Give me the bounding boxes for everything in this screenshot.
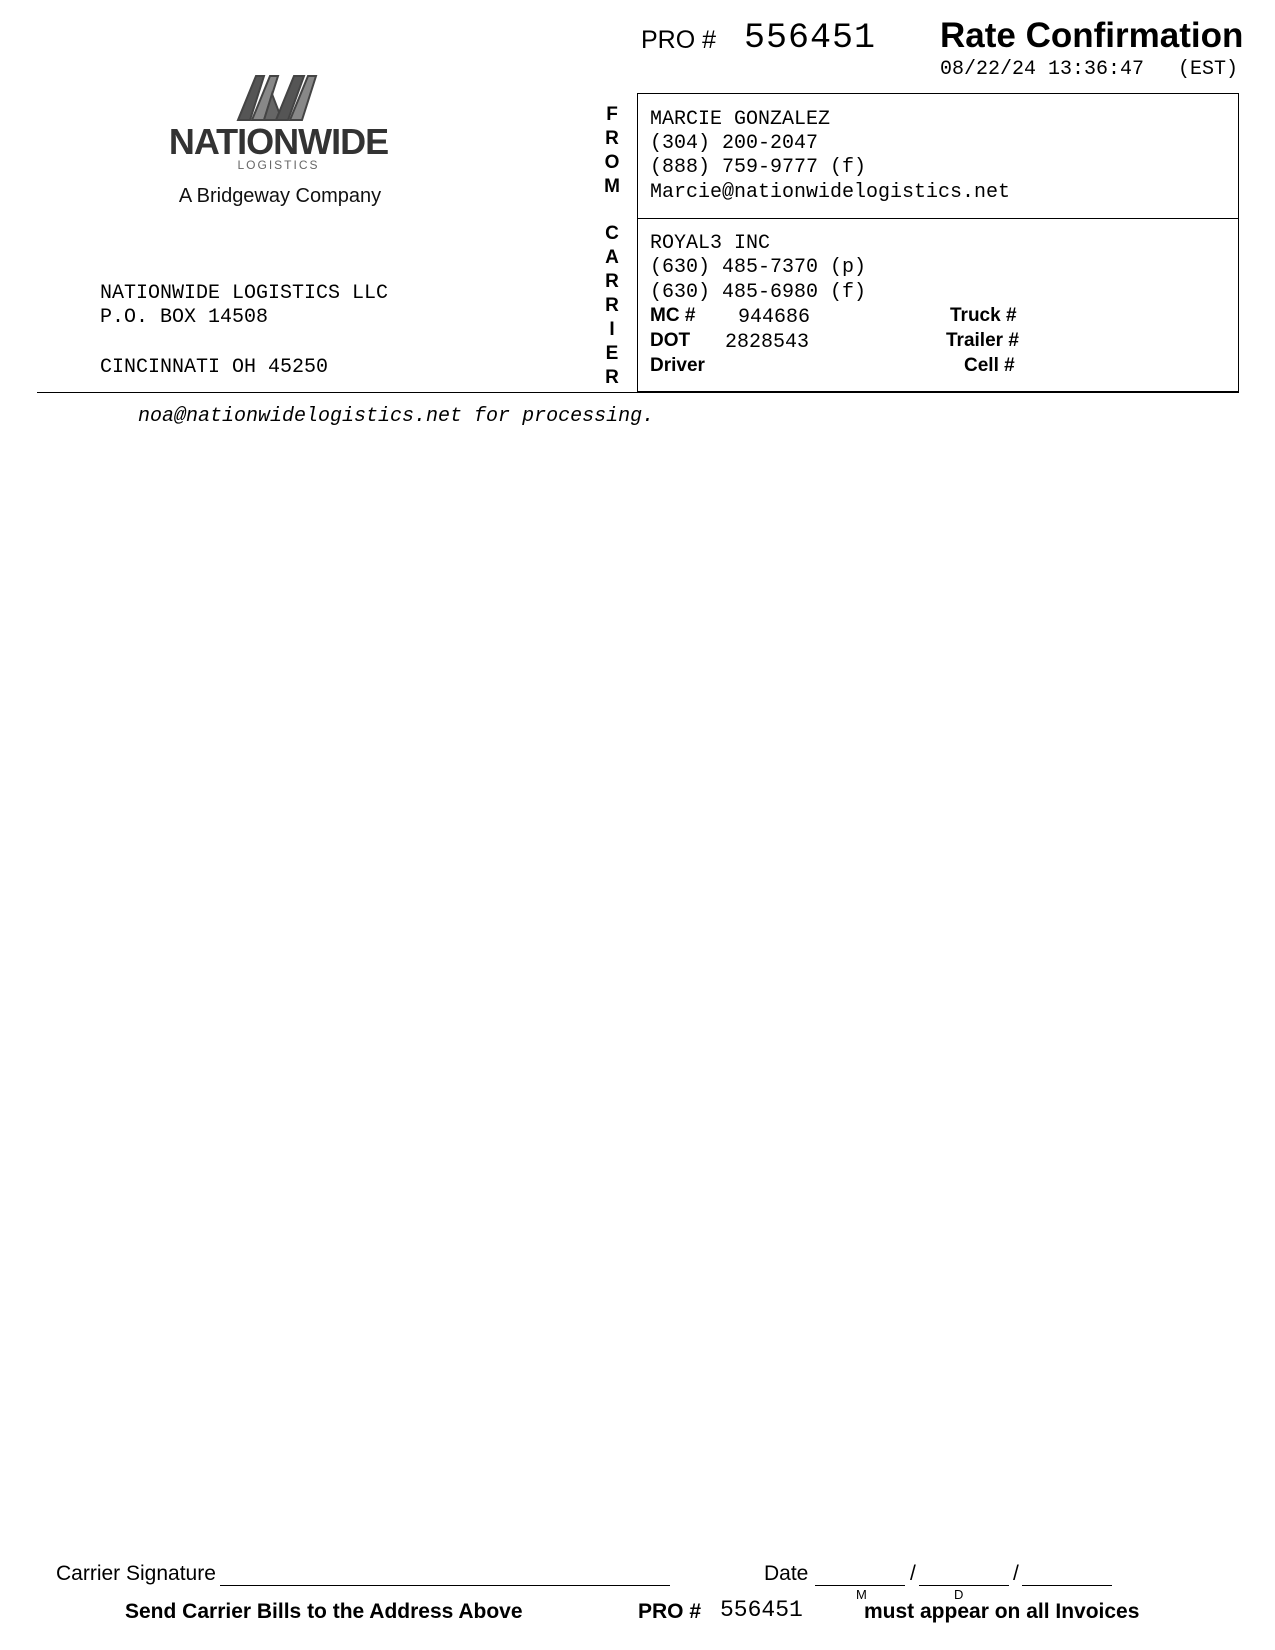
driver-label: Driver [650, 355, 705, 376]
mc-number: 944686 [738, 306, 811, 329]
document-title: Rate Confirmation [940, 16, 1244, 55]
date-label: Date [764, 1562, 809, 1585]
vertical-letter: M [604, 176, 620, 197]
company-city: CINCINNATI OH 45250 [100, 356, 329, 379]
carrier-name: ROYAL3 INC [650, 232, 771, 255]
from-phone: (304) 200-2047 [650, 132, 819, 155]
vertical-letter: R [605, 295, 619, 316]
carrier-fax: (630) 485-6980 (f) [650, 281, 867, 304]
mc-label: MC # [650, 305, 696, 326]
bills-note: Send Carrier Bills to the Address Above [125, 1600, 523, 1623]
vertical-letter: R [605, 128, 619, 149]
vertical-letter: F [606, 104, 618, 125]
noa-note: noa@nationwidelogistics.net for processing. [138, 405, 655, 428]
logo-wordmark: NATIONWIDE [168, 121, 389, 162]
logo-subtitle: LOGISTICS [237, 158, 320, 172]
truck-label: Truck # [950, 305, 1017, 326]
header-rule [37, 392, 1239, 393]
from-email: Marcie@nationwidelogistics.net [650, 181, 1011, 204]
carrier-signature-label: Carrier Signature [56, 1562, 216, 1585]
vertical-letter: R [605, 367, 619, 388]
vertical-letter: C [605, 223, 619, 244]
date-day-hint: D [954, 1587, 964, 1602]
footer-pro-label: PRO # [638, 1600, 702, 1623]
company-name: NATIONWIDE LOGISTICS LLC [100, 282, 389, 305]
timestamp: 08/22/24 13:36:47 [940, 58, 1145, 81]
pro-number: 556451 [744, 18, 877, 58]
invoice-note: must appear on all Invoices [864, 1600, 1140, 1623]
date-separator: / [910, 1562, 916, 1585]
from-section-label [600, 103, 624, 199]
timezone: (EST) [1178, 58, 1239, 81]
vertical-letter: R [605, 271, 619, 292]
vertical-letter: O [604, 152, 620, 173]
company-po-box: P.O. BOX 14508 [100, 306, 269, 329]
date-month-hint: M [856, 1587, 867, 1602]
from-contact-name: MARCIE GONZALEZ [650, 108, 831, 131]
carrier-signature-line[interactable] [220, 1585, 670, 1586]
footer-pro-number: 556451 [720, 1597, 803, 1623]
logo-tagline: A Bridgeway Company [178, 185, 382, 207]
dot-label: DOT [650, 330, 691, 351]
trailer-label: Trailer # [946, 330, 1019, 351]
company-logo [160, 70, 400, 220]
vertical-letter: E [605, 343, 619, 364]
vertical-letter: I [609, 319, 615, 340]
date-month-line[interactable] [815, 1585, 905, 1586]
date-day-line[interactable] [919, 1585, 1009, 1586]
from-fax: (888) 759-9777 (f) [650, 156, 867, 179]
date-year-line[interactable] [1022, 1585, 1112, 1586]
carrier-section-label [600, 222, 624, 390]
box-divider [637, 218, 1239, 219]
carrier-phone: (630) 485-7370 (p) [650, 256, 867, 279]
dot-number: 2828543 [725, 331, 810, 354]
cell-label: Cell # [964, 355, 1015, 376]
pro-label: PRO # [641, 26, 717, 54]
date-separator: / [1013, 1562, 1019, 1585]
vertical-letter: A [605, 247, 619, 268]
